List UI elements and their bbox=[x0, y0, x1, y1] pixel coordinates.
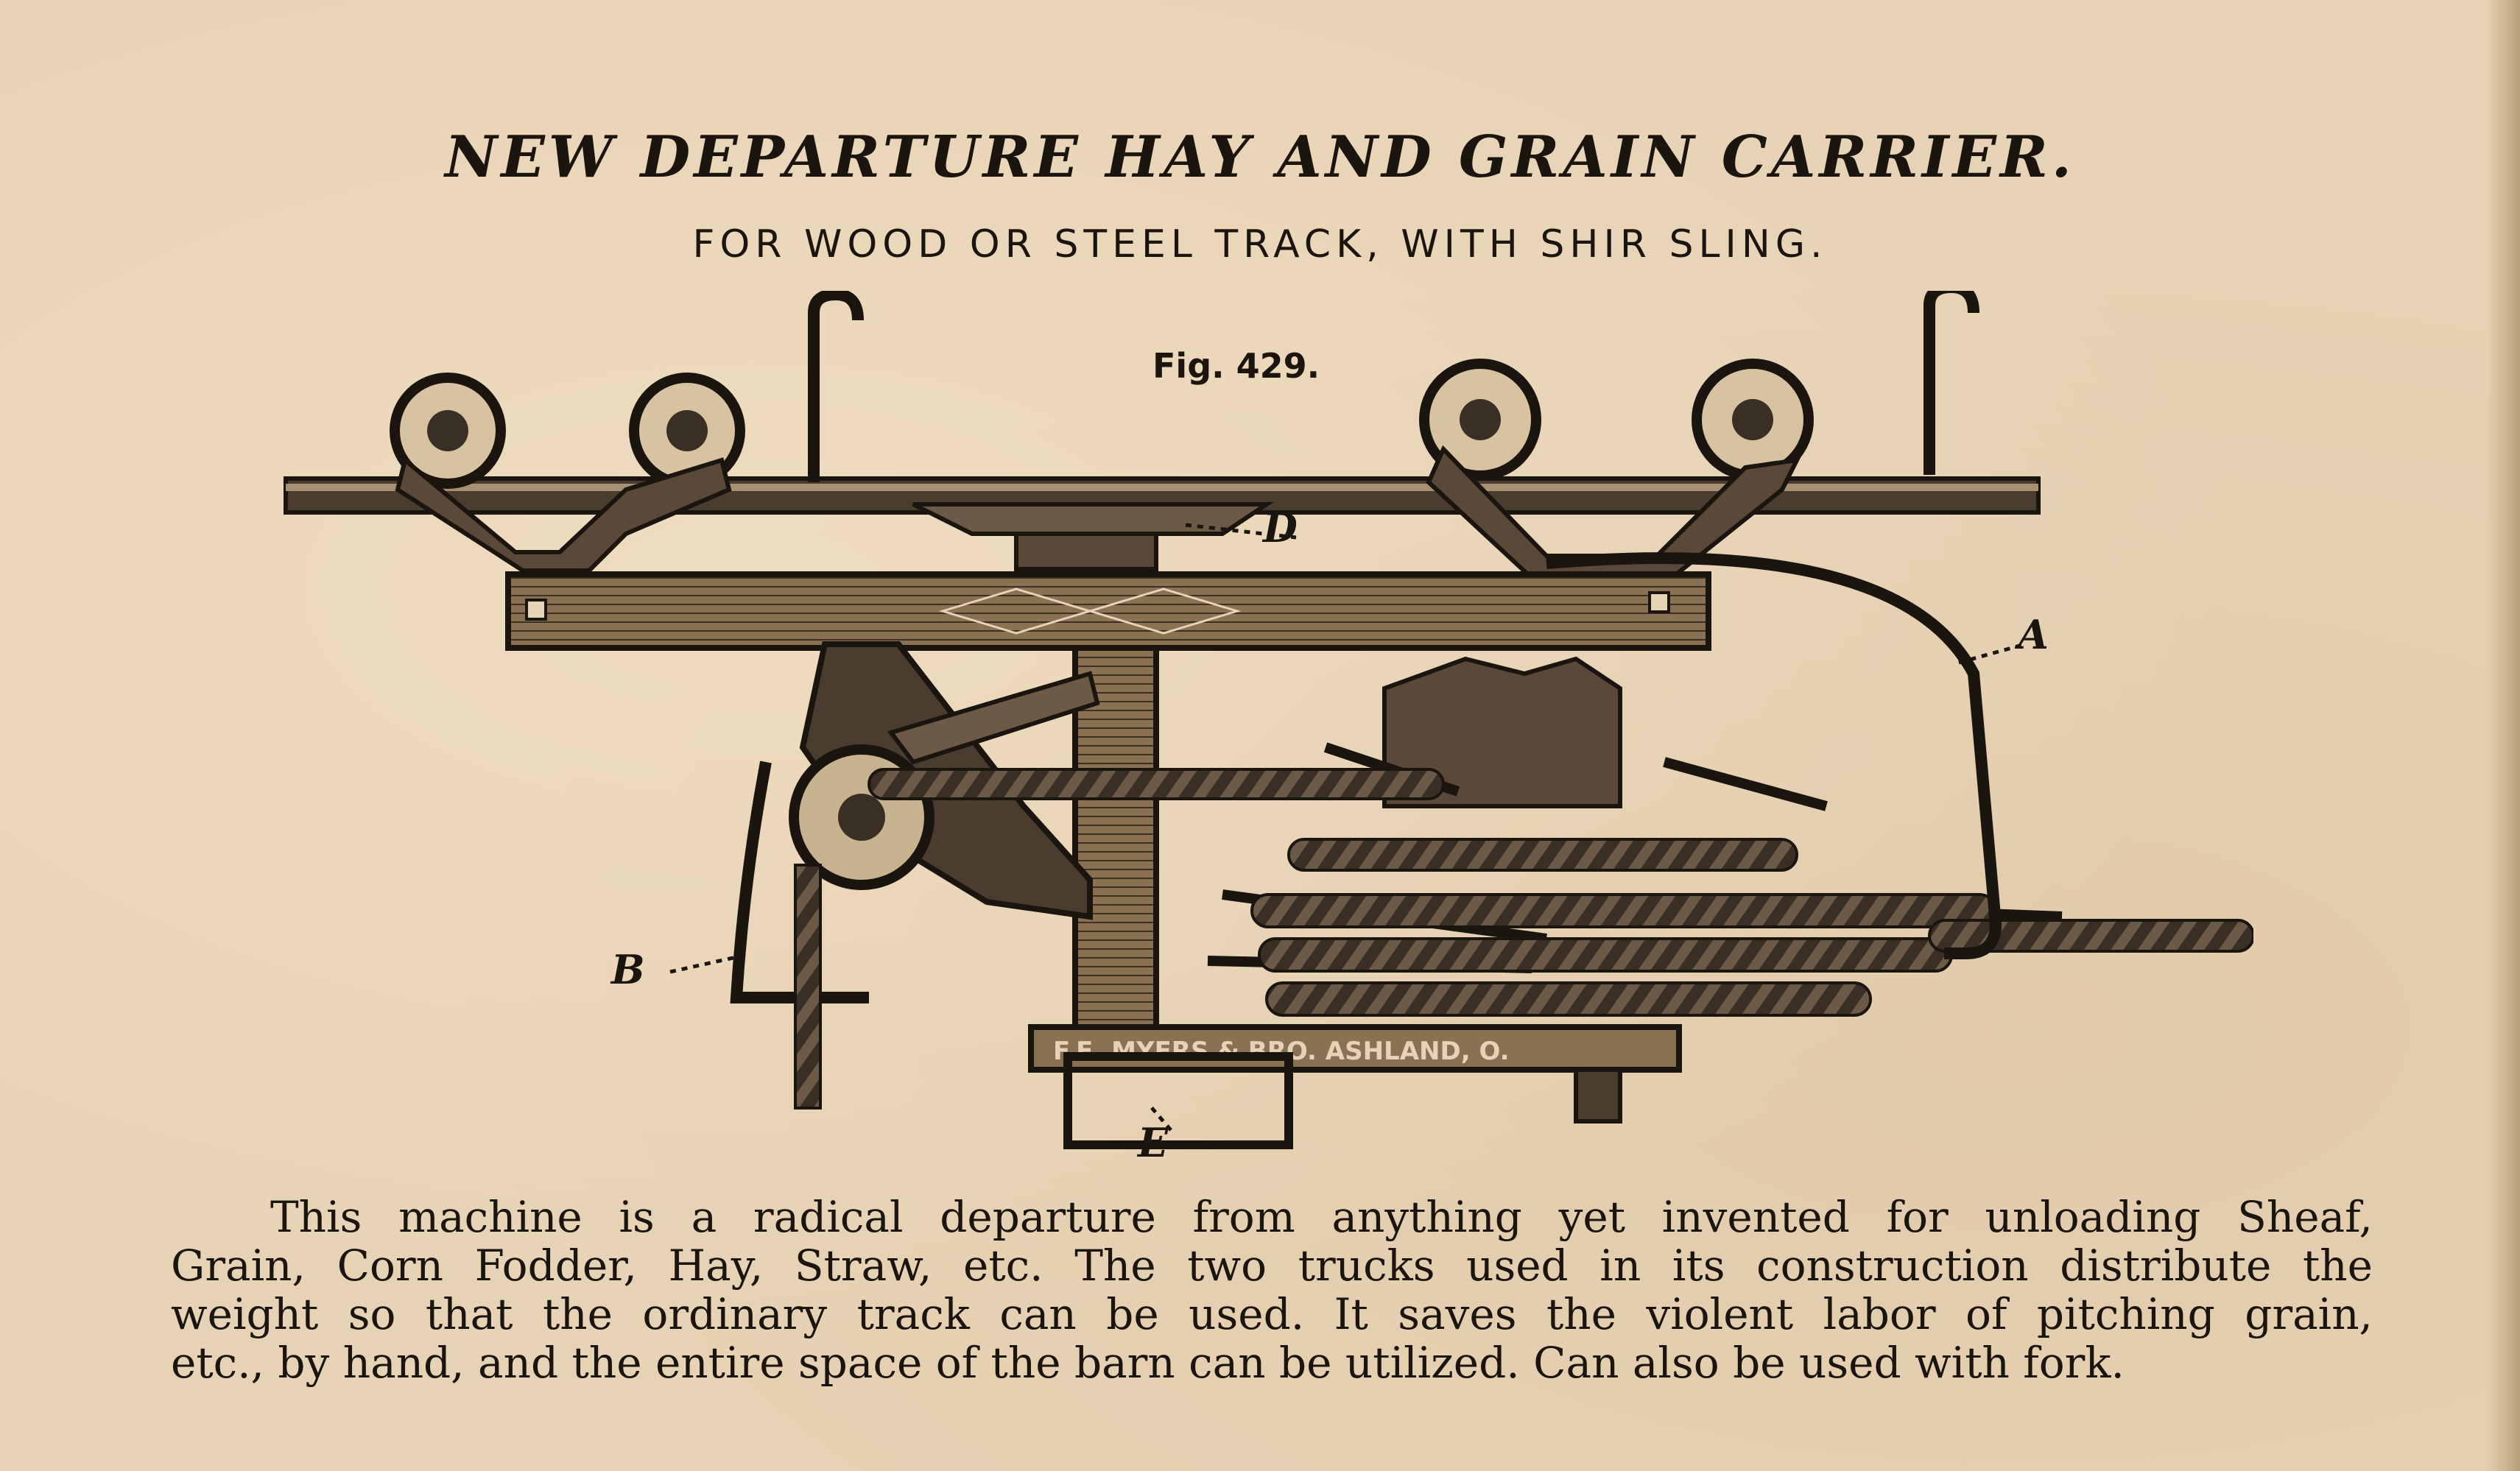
bottom-bolt bbox=[1576, 1070, 1620, 1121]
hanging-rope bbox=[795, 865, 820, 1108]
right-truck bbox=[1424, 364, 1809, 578]
page-title: NEW DEPARTURE HAY AND GRAIN CARRIER. bbox=[445, 124, 2075, 191]
hay-carrier-illustration bbox=[280, 291, 2253, 1174]
figure-label: Fig. 429. bbox=[1152, 346, 1320, 386]
caption-line-4: etc., by hand, and the entire space of the barn can be utilized. Can also be used with fork. bbox=[171, 1338, 2125, 1388]
callout-a: A bbox=[2018, 611, 2049, 658]
vertical-post bbox=[1075, 648, 1156, 1068]
callout-b: B bbox=[611, 946, 645, 993]
left-truck bbox=[395, 378, 740, 571]
page-edge bbox=[2488, 0, 2520, 1471]
maker-plate-text: F.E. MYERS & BRO. ASHLAND, O. bbox=[1053, 1037, 1510, 1066]
page-subtitle: FOR WOOD OR STEEL TRACK, WITH SHIR SLING. bbox=[692, 222, 1828, 267]
wooden-beam bbox=[508, 574, 1708, 648]
caption-line-2: Grain, Corn Fodder, Hay, Straw, etc. The two trucks used in its construction distribute the bbox=[171, 1241, 2373, 1291]
hay-carrier-drawing bbox=[280, 291, 2253, 1174]
hanger-hook-left bbox=[814, 294, 858, 482]
caption-line-3: weight so that the ordinary track can be used. It saves the violent labor of pitching grain, bbox=[171, 1289, 2373, 1339]
figure-description bbox=[171, 1193, 2373, 1387]
maker-plate bbox=[1031, 1027, 1679, 1070]
center-bolt bbox=[1016, 534, 1156, 569]
hanger-hook-right bbox=[1929, 291, 1974, 475]
callout-d: D bbox=[1263, 504, 1298, 551]
callout-e: E bbox=[1138, 1119, 1169, 1166]
caption-line-1: This machine is a radical departure from anything yet invented for unloading Sheaf, bbox=[270, 1192, 2373, 1242]
